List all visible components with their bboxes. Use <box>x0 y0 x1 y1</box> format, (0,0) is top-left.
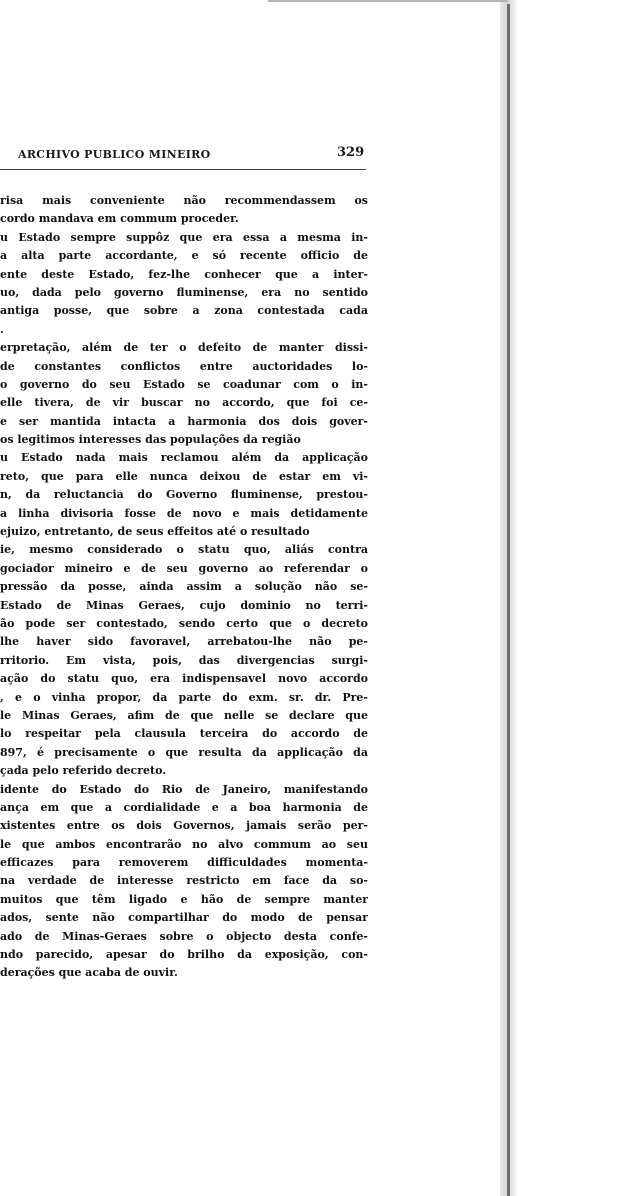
page-edge-shadow <box>500 0 621 1196</box>
text-line: antiga posse, que sobre a zona contestada cada <box>0 304 368 318</box>
paragraph <box>0 339 368 449</box>
text-line: lhe haver sido favoravel, arrebatou-lhe não pe- <box>0 635 368 649</box>
text-line: u Estado sempre suppôz que era essa a mesma in- <box>0 230 368 244</box>
body-text <box>0 192 368 983</box>
paragraph <box>0 541 368 780</box>
text-line: Estado de Minas Geraes, cujo dominio no terri- <box>0 598 368 612</box>
text-line: ados, sente não compartilhar do modo de pensar <box>0 911 368 925</box>
text-line: de constantes conflictos entre auctoridades lo- <box>0 359 368 373</box>
text-line: efficazes para removerem difficuldades momenta- <box>0 856 368 870</box>
text-line: le que ambos encontrarão no alvo commum ao seu <box>0 837 368 851</box>
top-rule <box>268 0 508 2</box>
text-line: idente do Estado do Rio de Janeiro, manifestando <box>0 782 368 796</box>
text-line: n, da reluctancia do Governo fluminense, prestou- <box>0 488 368 502</box>
text-line: ndo parecido, apesar do brilho da exposição, con- <box>0 948 368 962</box>
text-line: le Minas Geraes, afim de que nelle se declare que <box>0 708 368 722</box>
text-line: cordo mandava em commum proceder. <box>0 212 239 226</box>
text-line: xistentes entre os dois Governos, jamais serão per- <box>0 819 368 833</box>
page-edge-line <box>507 4 510 1196</box>
text-line: gociador mineiro e de seu governo ao referendar o <box>0 561 368 575</box>
paragraph <box>0 449 368 541</box>
paragraph <box>0 229 368 339</box>
text-line: erpretação, além de ter o defeito de manter dissi- <box>0 341 368 355</box>
paragraph <box>0 192 368 229</box>
text-line: ie, mesmo considerado o statu quo, aliás contra <box>0 543 368 557</box>
text-line: uo, dada pelo governo fluminense, era no sentido <box>0 285 368 299</box>
text-line: u Estado nada mais reclamou além da applicação <box>0 451 368 465</box>
paragraph <box>0 781 368 983</box>
text-line: , e o vinha propor, da parte do exm. sr. dr. Pre- <box>0 690 368 704</box>
text-line: risa mais conveniente não recommendassem os <box>0 194 368 207</box>
text-line: elle tivera, de vir buscar no accordo, que foi ce- <box>0 396 368 410</box>
text-line: ejuizo, entretanto, de seus effeitos até o resultado <box>0 525 310 539</box>
text-line: pressão da posse, ainda assim a solução não se- <box>0 580 368 594</box>
running-title: ARCHIVO PUBLICO MINEIRO <box>18 148 211 161</box>
text-line: o governo do seu Estado se coadunar com o in- <box>0 377 368 391</box>
header-rule <box>0 169 366 170</box>
text-line: lo respeitar pela clausula terceira do accordo de <box>0 727 368 741</box>
text-line: ente deste Estado, fez-lhe conhecer que a inter- <box>0 267 368 281</box>
text-line: 897, é precisamente o que resulta da applicação da <box>0 745 368 759</box>
text-line: rritorio. Em vista, pois, das divergencias surgi- <box>0 653 368 667</box>
text-line: ança em que a cordialidade e a boa harmonia de <box>0 800 368 814</box>
text-line: derações que acaba de ouvir. <box>0 966 178 980</box>
text-line: muitos que têm ligado e hão de sempre manter <box>0 892 368 906</box>
text-line: çada pelo referido decreto. <box>0 764 167 778</box>
text-line: ão pode ser contestado, sendo certo que o decreto <box>0 616 368 630</box>
text-line: ação do statu quo, era indispensavel novo accordo <box>0 672 368 686</box>
text-line: reto, que para elle nunca deixou de estar em vi- <box>0 469 368 483</box>
text-line: . <box>0 322 4 336</box>
text-line: a linha divisoria fosse de novo e mais detidamente <box>0 506 368 520</box>
page-number: 329 <box>337 145 365 160</box>
text-line: os legitimos interesses das populações da região <box>0 433 301 447</box>
text-line: e ser mantida intacta a harmonia dos dois gover- <box>0 414 368 428</box>
text-line: na verdade de interesse restricto em face da so- <box>0 874 368 888</box>
text-line: ado de Minas-Geraes sobre o objecto desta confe- <box>0 929 368 943</box>
text-line: a alta parte accordante, e só recente officio de <box>0 249 368 263</box>
